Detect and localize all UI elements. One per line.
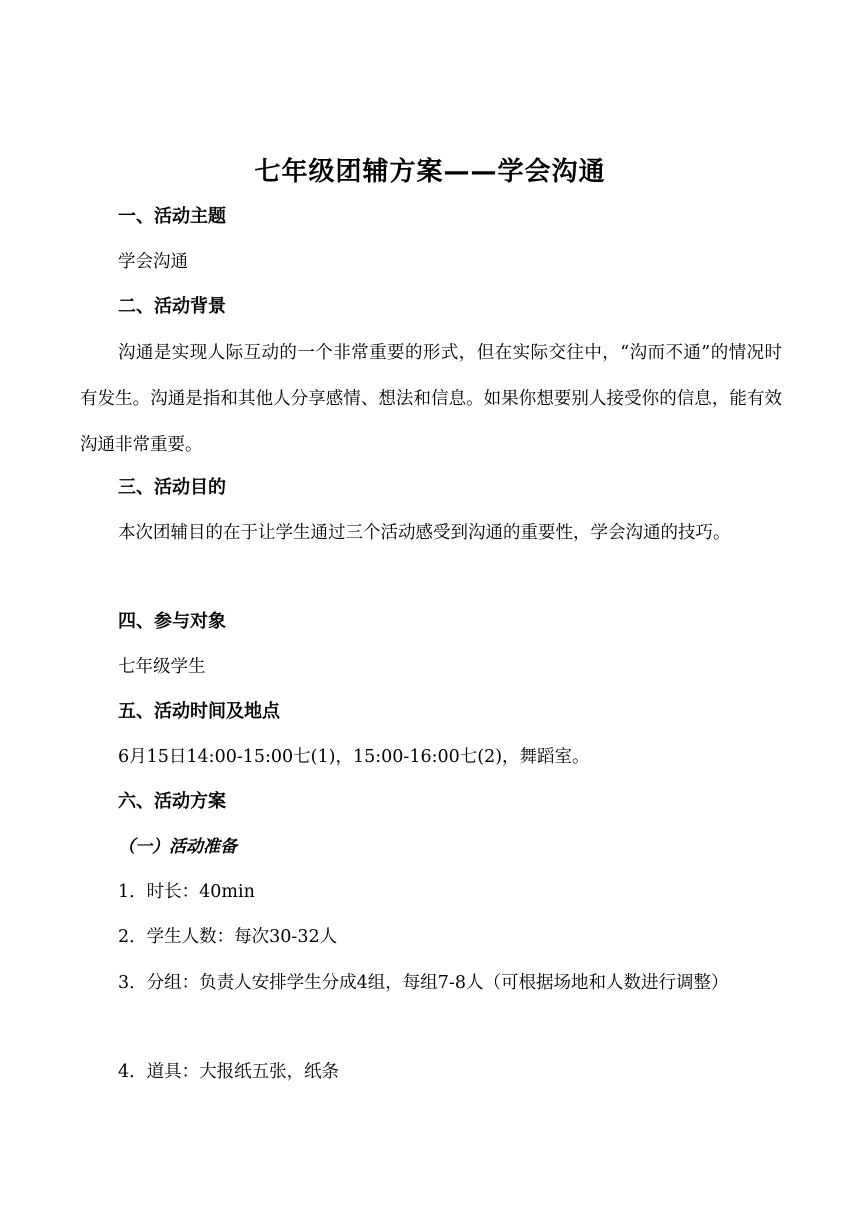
section-heading-theme: 一、活动主题 — [118, 206, 226, 227]
prep-item-student-count: 2．学生人数：每次30-32人 — [118, 927, 338, 947]
section-text-time-place: 6月15日14:00-15:00七(1)，15:00-16:00七(2)，舞蹈室。 — [118, 747, 590, 767]
section-heading-participants: 四、参与对象 — [118, 611, 226, 632]
section-heading-purpose: 三、活动目的 — [118, 477, 226, 498]
prep-item-grouping: 3．分组：负责人安排学生分成4组，每组7-8人（可根据场地和人数进行调整） — [118, 973, 729, 993]
section-heading-time-place: 五、活动时间及地点 — [118, 701, 280, 722]
section-text-background: 沟通是实现人际互动的一个非常重要的形式，但在实际交往中，“沟而不通”的情况时有发生。沟通是指和其他人分享感情、想法和信息。如果你想要别人接受你的信息，能有效沟通非常重要。 — [80, 343, 782, 455]
section-heading-background: 二、活动背景 — [118, 296, 226, 317]
section-text-purpose: 本次团辅目的在于让学生通过三个活动感受到沟通的重要性，学会沟通的技巧。 — [118, 523, 731, 543]
section-text-participants: 七年级学生 — [118, 657, 206, 677]
prep-item-props: 4．道具：大报纸五张，纸条 — [118, 1062, 340, 1082]
subsection-heading-preparation: （一）活动准备 — [118, 837, 237, 857]
prep-item-duration: 1．时长：40min — [118, 882, 255, 902]
section-text-theme: 学会沟通 — [118, 252, 188, 272]
document-title: 七年级团辅方案——学会沟通 — [254, 157, 606, 187]
section-heading-plan: 六、活动方案 — [118, 791, 226, 812]
